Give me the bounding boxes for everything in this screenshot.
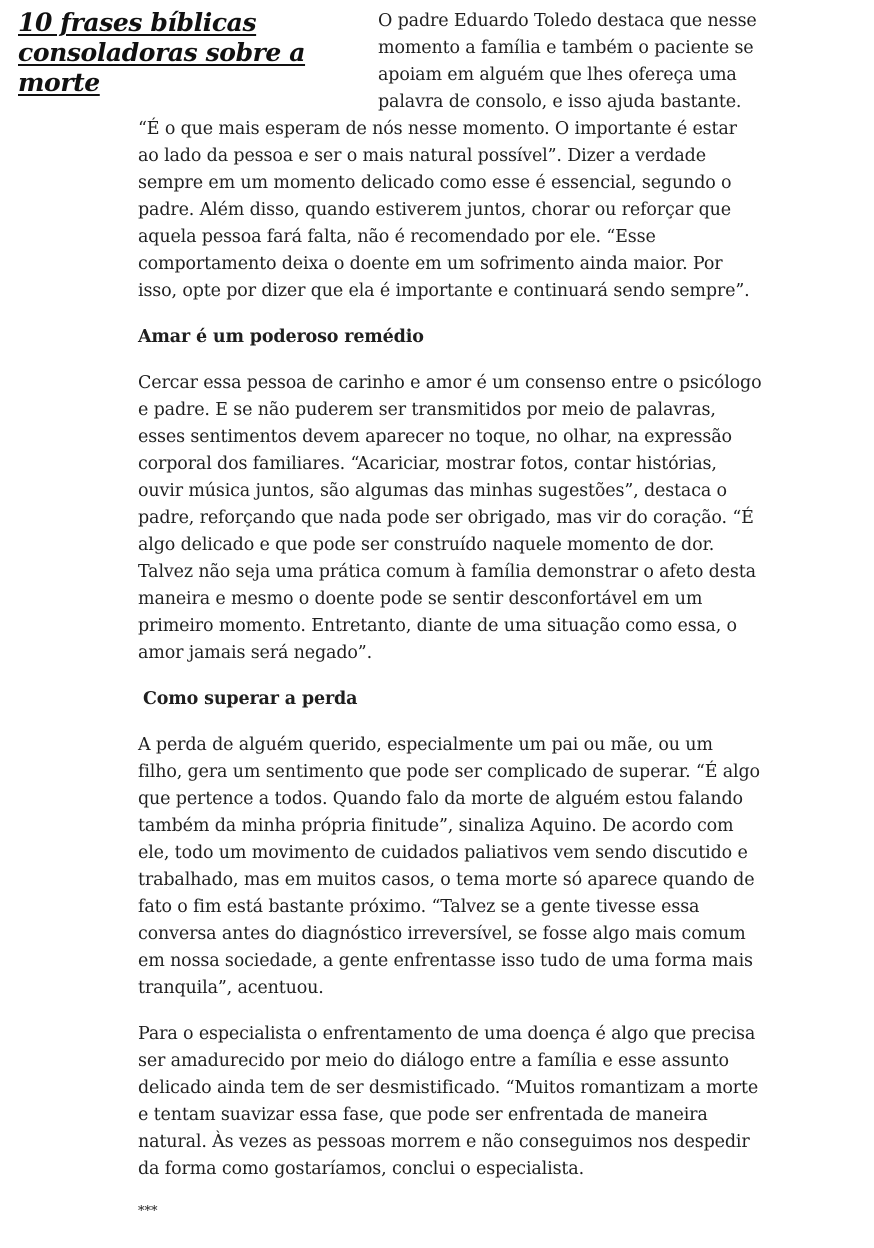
article-paragraph: Cercar essa pessoa de carinho e amor é um consenso entre o psicólogo e padre. E se não puderem ser transmitidos por meio de palavras, esses sentimentos devem aparecer no toque, no olhar, na expressão corporal dos familiares. “Acariciar, mostrar fotos, contar histórias, ouvir música juntos, são algumas das minhas sugestões”, destaca o padre, reforçando que nada pode ser obrigado, mas vir do coração. “É algo delicado e que pode ser construído naquele momento de dor. Talvez não seja uma prática comum à família demonstrar o afeto desta maneira e mesmo o doente pode se sentir desconfortável em um primeiro momento. Entretanto, diante de uma situação como essa, o amor jamais será negado”. bbox=[138, 373, 762, 663]
related-link-spacer bbox=[138, 8, 378, 116]
article-paragraph: O padre Eduardo Toledo destaca que nesse momento a família e também o paciente se apoiam em alguém que lhes ofereça uma palavra de consolo, e isso ajuda bastante. “É o que mais esperam de nós nesse momento. O importante é estar ao lado da pessoa e ser o mais natural possível”. Dizer a verdade sempre em um momento delicado como esse é essencial, segundo o padre. Além disso, quando estiverem juntos, chorar ou reforçar que aquela pessoa fará falta, não é recomendado por ele. “Esse comportamento deixa o doente em um sofrimento ainda maior. Por isso, opte por dizer que ela é importante e continuará sendo sempre”. bbox=[138, 11, 757, 301]
section-separator: *** bbox=[138, 1204, 158, 1219]
section-heading-loss: Como superar a perda bbox=[143, 689, 358, 709]
section-heading-love: Amar é um poderoso remédio bbox=[138, 327, 424, 347]
related-article-link[interactable]: 10 frases bíblicas consoladoras sobre a morte bbox=[18, 8, 306, 97]
article-paragraph: Para o especialista o enfrentamento de uma doença é algo que precisa ser amadurecido por meio do diálogo entre a família e esse assunto delicado ainda tem de ser desmistificado. “Muitos romantizam a morte e tentam suavizar essa fase, que pode ser enfrentada de maneira natural. Às vezes as pessoas morrem e não conseguimos nos despedir da forma como gostaríamos, conclui o especialista. bbox=[138, 1024, 759, 1179]
article-paragraph: A perda de alguém querido, especialmente um pai ou mãe, ou um filho, gera um sentimento que pode ser complicado de superar. “É algo que pertence a todos. Quando falo da morte de alguém estou falando também da minha própria finitude”, sinaliza Aquino. De acordo com ele, todo um movimento de cuidados paliativos vem sendo discutido e trabalhado, mas em muitos casos, o tema morte só aparece quando de fato o fim está bastante próximo. “Talvez se a gente tivesse essa conversa antes do diagnóstico irreversível, se fosse algo mais comum em nossa sociedade, a gente enfrentasse isso tudo de uma forma mais tranquila”, acentuou. bbox=[138, 735, 760, 998]
article-body bbox=[138, 8, 762, 1222]
